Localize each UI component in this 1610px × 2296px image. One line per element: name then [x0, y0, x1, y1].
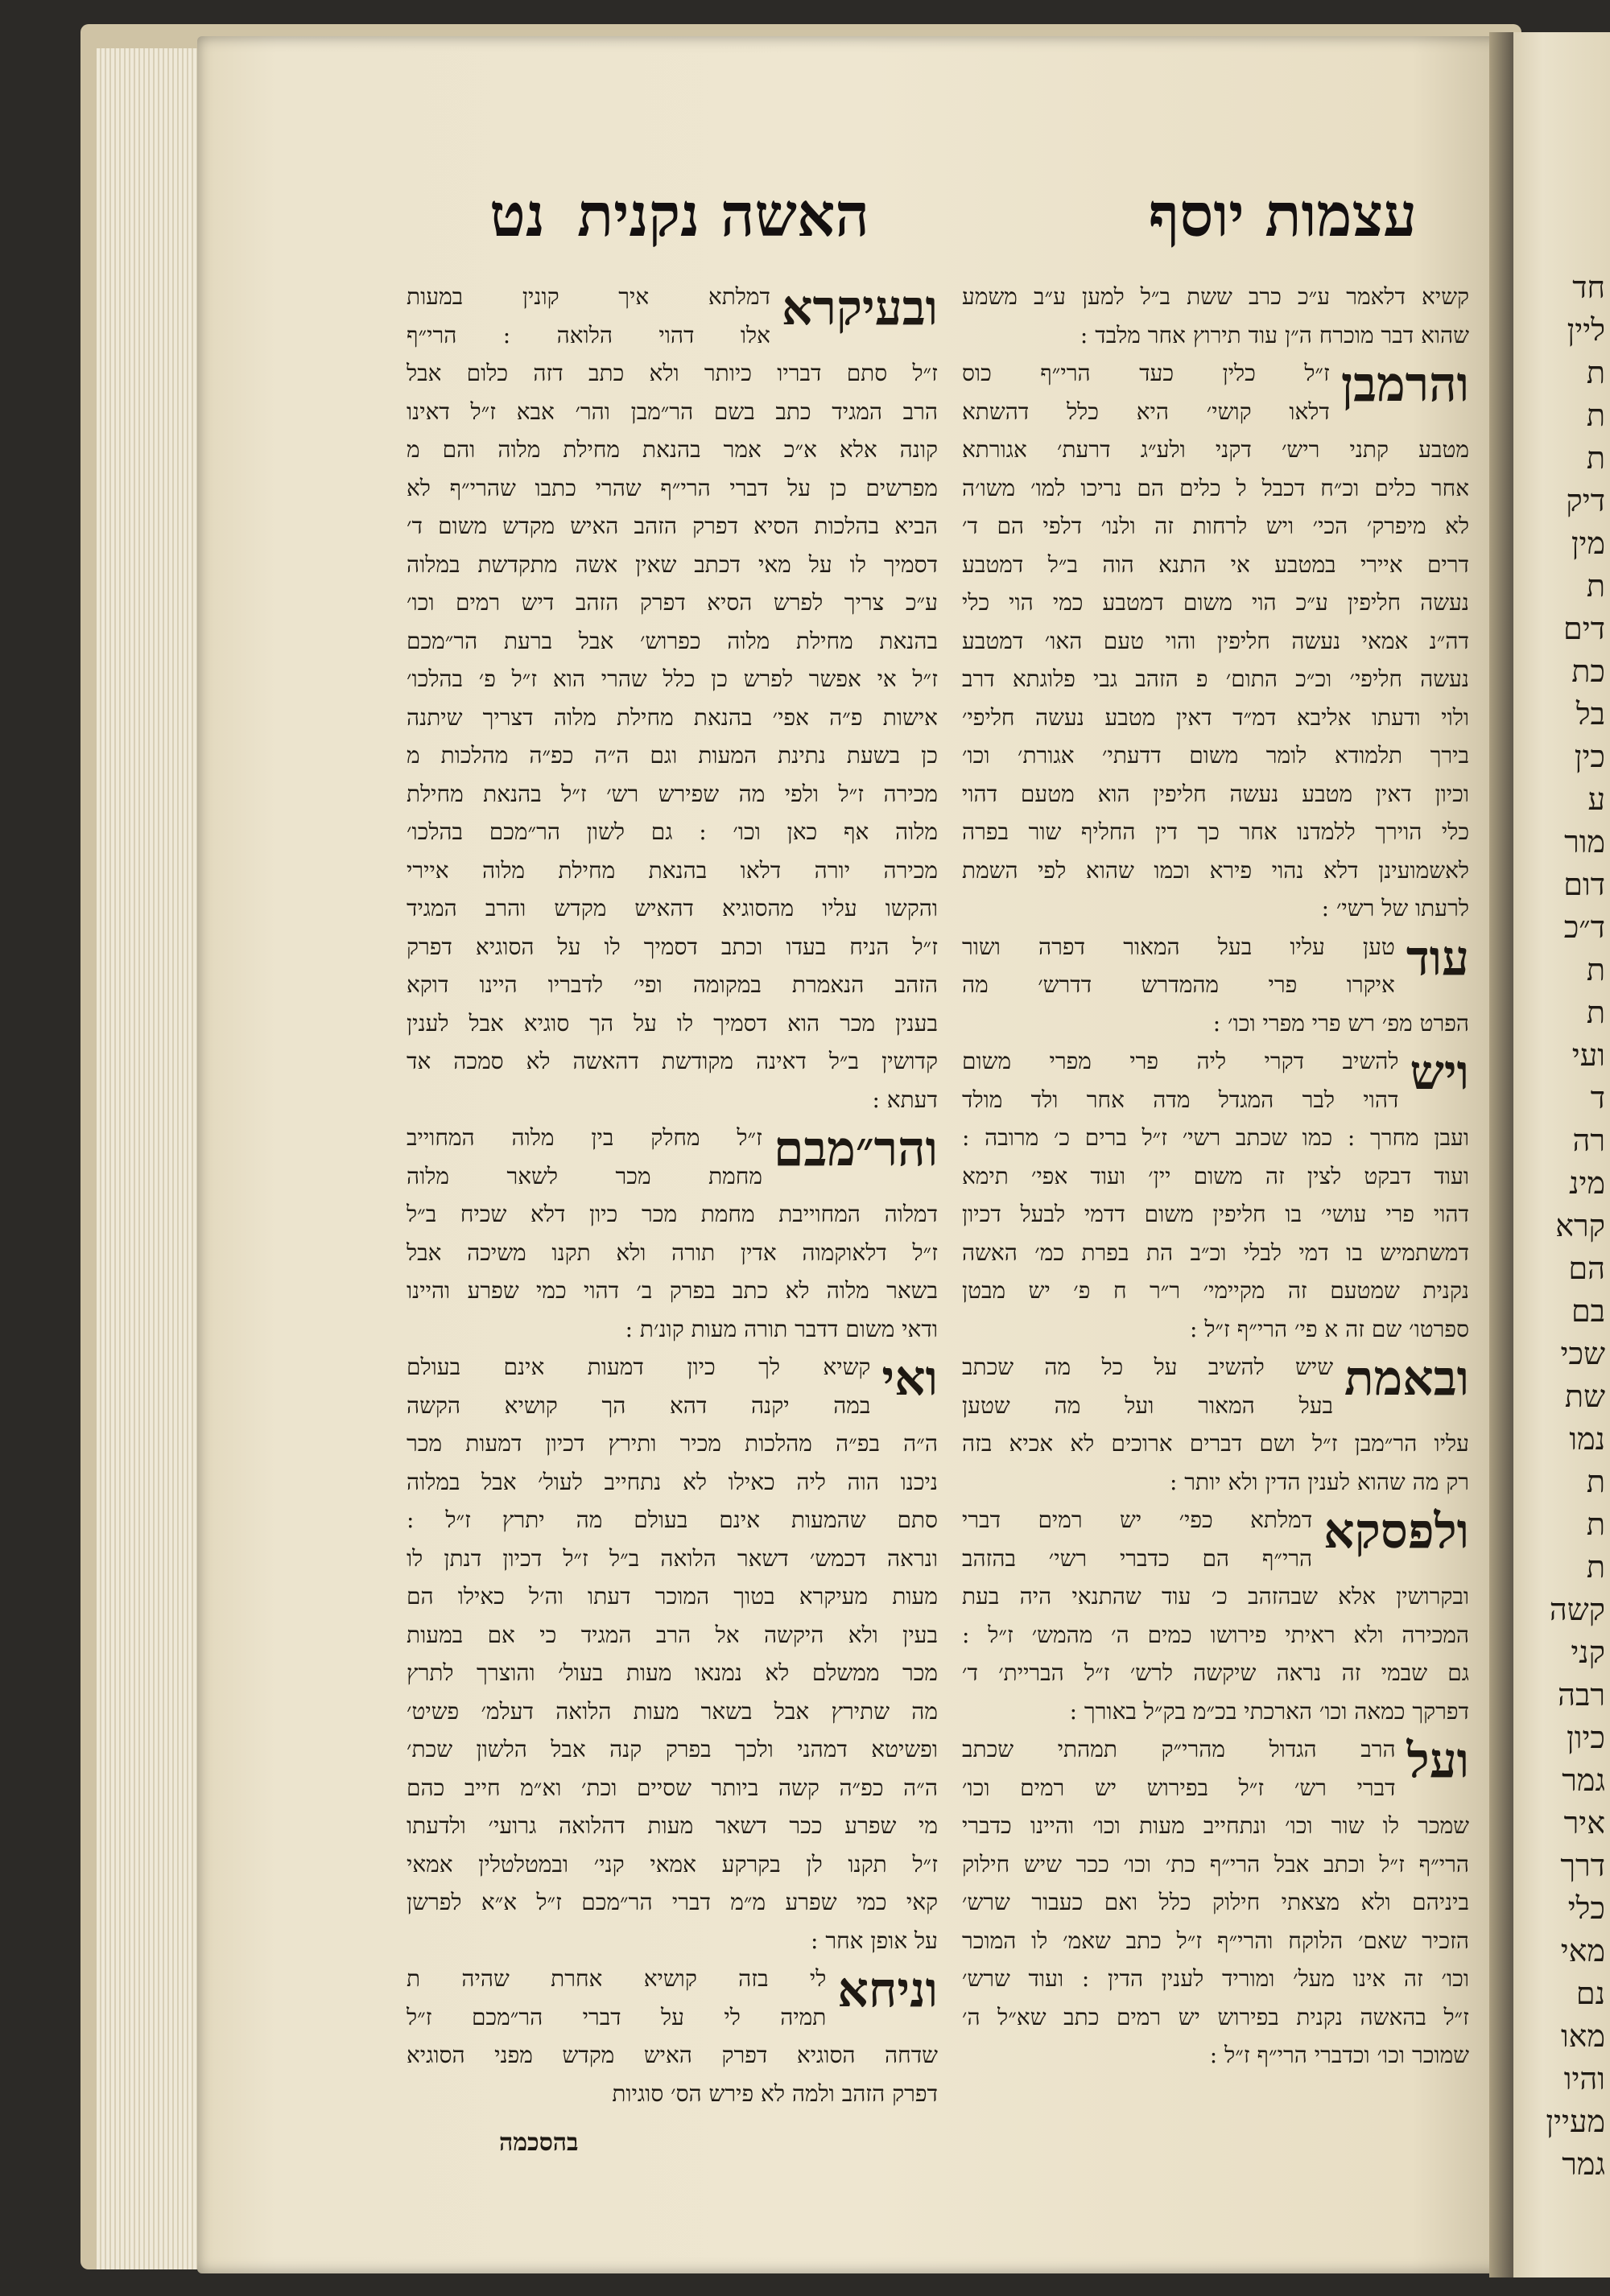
next-page-fragment: ת — [1586, 995, 1605, 1030]
lead-word: ועל — [1406, 1733, 1469, 1789]
text-line: בעל המאור ועל מה שטען — [962, 1391, 1334, 1419]
next-page-fragment: ליין — [1567, 312, 1605, 348]
text-line: דפרקך כמאה וכו׳ הארכתי בכ״מ בק״ל באורך : — [1069, 1697, 1469, 1725]
text-line: לי בזה קושיא אחרת שהיה ת — [407, 1965, 827, 1992]
next-page-fragment: רה — [1572, 1123, 1605, 1158]
text-line: ועבן מחרך : כמו שכתב רשי׳ ז״ל ברים כ׳ מרובה : — [962, 1124, 1469, 1151]
lead-word: והר״מבם — [773, 1121, 938, 1177]
next-page-fragment: ת — [1586, 440, 1605, 476]
running-head-left — [435, 181, 869, 270]
text-line: ועוד דבקט לצין זה משום יין׳ ועוד אפי׳ תימא — [962, 1162, 1469, 1189]
lead-word: וניחא — [837, 1962, 938, 2018]
paragraph-block — [962, 928, 1469, 1004]
next-page-fragment: קני — [1571, 1634, 1605, 1670]
lead-word: ואי — [881, 1350, 938, 1407]
text-line: שיש להשיב על כל מה שכתב — [962, 1354, 1334, 1380]
lead-word: והרמבן — [1340, 357, 1469, 413]
next-page-fragment: דום — [1563, 867, 1605, 902]
text-line: מכירה ז״ל ולפי מה שפירש רש׳ ז״ל בהנאת מחילת — [407, 780, 938, 807]
text-line: דלאו קושי׳ היא כלל דהשתא — [962, 398, 1330, 425]
next-page-fragment: ת — [1586, 952, 1605, 987]
text-line: ע״כ צריך לפרש הסיא דפרק הזהב דיש רמים וכו׳ — [407, 589, 938, 616]
text-line: הרב המגיד כתב בשם הר״מבן והר׳ אבא ז״ל דאינו — [407, 398, 938, 425]
text-line: ובקרושין אלא שבהזהב כ׳ עוד שהתנאי היה בעת — [962, 1583, 1469, 1610]
next-page-fragment: גמר — [1562, 2146, 1605, 2182]
text-line: מכירה יורה דלאו בהנאת מחילת מלוה איירי — [407, 856, 938, 884]
next-page-fragment: בל — [1575, 696, 1605, 732]
text-line: תמיה לי על דברי הר״מכם ז״ל — [407, 2003, 827, 2030]
text-line: המכירה ולא ראיתי פירושו כמים ה׳ מהמש׳ ז״ל : — [962, 1621, 1469, 1648]
next-page-fragment: כיון — [1567, 1720, 1605, 1755]
running-head-right: עצמות יוסף — [1148, 181, 1417, 250]
text-line: שמוכר וכו׳ וכדברי הרי״ף ז״ל : — [1209, 2042, 1469, 2068]
next-page-fragment: מין — [1571, 526, 1605, 561]
lead-word: ולפסקא — [1323, 1503, 1469, 1560]
text-line: הזכיר שאם׳ הלוקח והרי״ף ז״ל כתב שאמ׳ לו המוכר — [962, 1927, 1469, 1954]
text-line: כן בשעת נתינת המעות וגם ה״ה כפ״ה מהלכות מ — [407, 742, 938, 769]
next-page-fragment: והיו — [1563, 2061, 1605, 2096]
text-line: לא מיפרק׳ הכי׳ ויש לרחות זה ולנו׳ דלפי הם ד׳ — [962, 513, 1469, 539]
text-line: כלי הוירך ללמדנו אחר כך דין החליף שור בפרה — [962, 818, 1469, 845]
text-line: במה יקנה דהא הך קושיא הקשה — [407, 1391, 871, 1419]
text-line: ופשיטא דמהני ולכך בפרק קנה אבל הלשון שכת׳ — [407, 1736, 938, 1762]
next-page-fragment: קשה — [1549, 1592, 1605, 1627]
text-line: ניכנו הוה ליה כאילו לא נתחייב לעול׳ אבל במלוה — [407, 1468, 938, 1495]
text-line: עליו הר״מבן ז״ל ושם דברים ארוכים לא אכיא בזה — [962, 1430, 1469, 1457]
catchword: בהסכמה — [499, 2129, 579, 2157]
next-page-fragment: ועי — [1571, 1037, 1605, 1073]
text-line: בענין מכר הוא דסמיך לו על הך סוגיא אבל לענין — [407, 1009, 938, 1037]
text-line: ה״ה בפ״ה מהלכות מכיר ותירץ דכיון דמעות מכר — [407, 1430, 938, 1457]
paragraph-block — [407, 1119, 938, 1195]
text-line: לאשמועינן דלא נהוי פירא וכמו שהוא לפי השמת — [962, 856, 1469, 884]
paragraph-block — [962, 1730, 1469, 1807]
text-line: לרעתו של רשי׳ : — [1321, 895, 1469, 921]
text-line: הרי״ף הם כדברי רשי׳ בהזהב — [962, 1544, 1313, 1572]
text-line: דהוי פרי עושי׳ בו חליפין משום דדמי לבעל דכיון — [962, 1201, 1469, 1227]
text-line: שדחה הסוגיא דפרק האיש מקדש מפני הסוגיא — [407, 2042, 938, 2068]
text-line: מחמת מכר לשאר מלוה — [407, 1162, 762, 1189]
text-line: ז״ל הניח בעדו וכתב דסמיך לו על הסוגיא דפרק — [407, 933, 938, 960]
text-line: שהוא דבר מוכרח ה״ן עוד תירוץ אחר מלבד : — [1080, 321, 1469, 348]
next-page-fragment: הם — [1568, 1251, 1605, 1286]
next-page-fragment: קרא — [1555, 1208, 1605, 1243]
text-line: דה״נ אמאי נעשה חליפין והוי טעם האו׳ דמטבע — [962, 627, 1469, 654]
text-line: ולוי ודעתו אליבא דמ״ד דאין מטבע נעשה חליפי׳ — [962, 703, 1469, 731]
text-line: אחר כלים וכ״ח דכבל ל כלים הם נריכו למו׳ משו׳ה — [962, 474, 1469, 501]
text-line: דברי רש׳ ז״ל בפירוש יש רמים וכו׳ — [962, 1774, 1396, 1801]
next-page-fragment: ת — [1586, 355, 1605, 390]
text-line: ז״ל תקנו לן בקרקע אמאי קני׳ ובמטלטלין אמאי — [407, 1850, 938, 1878]
text-line: וכיון דאין מטבע נעשה חליפין הוא מטעם דהוי — [962, 780, 1469, 807]
text-line: קדושין ב״ל דאינה מקודשת דהאשה לא סמכה אד — [407, 1048, 938, 1074]
text-line: בהנאת מחילת מלוה כפרוש׳ אבל ברעת הר״מכם — [407, 627, 938, 654]
text-line: קאי כמי שפרע מ״מ דברי הר״מכם ז״ל א״א לפרשן — [407, 1889, 938, 1915]
lead-word: ובעיקרא — [781, 280, 938, 336]
text-line: טען עליו בעל המאור דפרה ושור — [962, 933, 1395, 960]
text-line: מה שתירץ אבל בשאר מעות הלואה דעלמ׳ פשיט׳ — [407, 1697, 938, 1725]
next-page-fragment: איר — [1563, 1805, 1605, 1841]
text-line: הזהב הנאמרת במקומה ופי׳ לדבריו היינו דוקא — [407, 971, 938, 998]
text-line: מטבע קתני ריש׳ דקני ולע״ג דרעת׳ אגורתא — [962, 436, 1469, 463]
lead-word: ובאמת — [1344, 1350, 1469, 1407]
next-page-fragment: מור — [1564, 824, 1605, 859]
next-page-fragment: ת — [1586, 1549, 1605, 1585]
text-line: קונה אלא א״כ אמר בהנאת מחילת מלוה והם מ — [407, 436, 938, 463]
text-line: ז״ל כלין כעד הרי״ף כוס — [962, 360, 1330, 386]
text-line: דרים איירי במטבע אי התנא הוה ב״ל דמטבע — [962, 550, 1469, 578]
next-page-fragment: דים — [1563, 611, 1605, 646]
text-line: קשיא לך כיון דמעות אינם בעולם — [407, 1354, 871, 1380]
text-line: הרב הגדול מהרי״ק תמהתי שכתב — [962, 1736, 1396, 1762]
text-line: מלוה אף כאן וכו׳ : גם לשון הר״מכם בהלכו׳ — [407, 818, 938, 845]
text-line: דמלתא כפי׳ יש רמים דברי — [962, 1507, 1313, 1533]
next-page-fragment: חד — [1572, 270, 1605, 305]
next-page-fragment: ד״כ — [1563, 909, 1605, 945]
text-line: נקנית שמטעם זה מקיימי׳ ר״ר ח פ׳ יש מבטן — [962, 1277, 1469, 1304]
text-line: ה״ה כפ״ה קשה ביותר שסיים וכת׳ וא״מ חייב כהם — [407, 1774, 938, 1801]
next-page-fragment: ת — [1586, 568, 1605, 604]
text-line: מכר ממשלם לא נמנאו מעות בעול׳ והוצרך לתרץ — [407, 1659, 938, 1686]
text-line: דעתא : — [872, 1086, 938, 1113]
text-line: מי שפרע ככר דשאר מעות דהלואה גרועי׳ ולדעתו — [407, 1812, 938, 1839]
next-page-fragment: מינ — [1569, 1165, 1605, 1201]
text-line: ז״ל סתם דבריו כיותר ולא כתב דזה כלום אבל — [407, 360, 938, 386]
text-line: אישות פ״ה אפי׳ בהנאת מחילת מלוה דצריך שיתנה — [407, 703, 938, 731]
next-page-fragment: מאי — [1560, 1933, 1605, 1968]
text-line: דמשתמיש בו דמי לבלי וכ״ב הת בפרת כמ׳ האשה — [962, 1239, 1469, 1266]
text-line: ספרטו׳ שם זה א פי׳ הרי״ף ז״ל : — [1189, 1315, 1469, 1342]
paragraph-block — [962, 354, 1469, 431]
next-page-fragment: מאו — [1560, 2018, 1605, 2054]
text-line: גם שבמי זה נראה שיקשה לרש׳ ז״ל הבריית׳ ד׳ — [962, 1659, 1469, 1686]
lead-word: עוד — [1406, 930, 1469, 987]
running-title-left: האשה נקנית — [576, 181, 869, 250]
text-line: בעין ולא היקשה אל הרב המגיד כי אם במעות — [407, 1621, 938, 1648]
page-edges — [97, 48, 209, 2269]
text-line: רק מה שהוא לענין הדין ולא יותר : — [1169, 1468, 1469, 1495]
text-line: נעשה חליפין ע״כ הוי משום דמטבע כמי הוי כלי — [962, 589, 1469, 616]
paragraph-block — [407, 1348, 938, 1424]
text-column-left — [407, 278, 938, 2107]
next-page-fragment: דרך — [1560, 1848, 1605, 1883]
lead-word: ויש — [1410, 1045, 1469, 1101]
paragraph-block — [962, 1501, 1469, 1577]
text-line: דסמיך לו על מאי דכתב שאין אשה מתקדשת במלוה — [407, 550, 938, 578]
text-line: והקשו עליו מהסוגיא דהאיש מקדש והרב המגיד — [407, 895, 938, 921]
text-line: דמלתא איך קונין במעות — [407, 283, 770, 310]
next-page-fragment: שכי — [1560, 1336, 1605, 1371]
next-page-fragment: ד — [1590, 1080, 1605, 1115]
text-line: שמכר לו שור וכו׳ ונתחייב מעות וכו׳ והיינו כדברי — [962, 1812, 1469, 1839]
next-page-fragment: שת — [1564, 1379, 1605, 1414]
text-line: ז״ל בהאשה נקנית בפירוש יש רמים כתב שא״ל ה׳ — [962, 2003, 1469, 2030]
text-line: אלו דהוי הלואה : הרי״ף — [407, 321, 770, 348]
text-line: הביא בהלכות הסיא דפרק הזהב האיש מקדש משום ד׳ — [407, 513, 938, 539]
text-line: ביניהם ולא מצאתי חילוק כלל ואם כעבור שרש׳ — [962, 1889, 1469, 1915]
text-line: הפרט מפ׳ רש פרי מפרי וכו׳ : — [1212, 1009, 1469, 1037]
next-page-fragment: נמו — [1569, 1421, 1605, 1457]
text-line: מעות מעיקרא בטוך המוכר דעתו וה׳ל כאילו הם — [407, 1583, 938, 1610]
text-line: ודאי משום דדבר תורה מעות קונ׳ת : — [625, 1315, 938, 1342]
text-line: מפרשים כן על דברי הרי״ף שהרי כתבו שהרי״ף לא — [407, 474, 938, 501]
next-page-fragment: מעיין — [1546, 2104, 1605, 2139]
text-line: דפרק הזהב ולמה לא פירש הס׳ סוגיות — [612, 2080, 938, 2107]
text-line: בשאר מלוה לא כתב בפרק ב׳ דהוי כמי שפרע והיינו — [407, 1277, 938, 1304]
paragraph-block — [407, 278, 938, 354]
next-page-fragment: כין — [1574, 739, 1605, 774]
text-line: דמלוה המחוייבת מחמת מכר כיון דלא שכיח ב״ל — [407, 1201, 938, 1227]
next-page-fragment: בם — [1571, 1293, 1605, 1329]
text-line: סתם שהמעות אינם בעולם מה יתרץ ז״ל : — [407, 1507, 938, 1533]
page-number: נט — [489, 181, 545, 250]
next-page-fragment: ת — [1586, 1507, 1605, 1542]
text-line: ונראה דכמש׳ דשאר הלואה ב״ל ז״ל דכיון דנתן לו — [407, 1544, 938, 1572]
text-line: ז״ל דלאוקמוה אדין תורה ולא תקנו משיכה אבל — [407, 1239, 938, 1266]
text-line: על אופן אחר : — [811, 1927, 938, 1954]
next-page-fragment: ת — [1586, 398, 1605, 433]
next-page-fragment: גמר — [1562, 1762, 1605, 1798]
text-line: קשיא דלאמר ע״כ כרב ששת ב״ל למען ע״ב משמע — [962, 283, 1469, 310]
text-line: ז״ל מחלק בין מלוה המחוייב — [407, 1124, 762, 1151]
next-page-fragment: כת — [1571, 653, 1605, 689]
text-line: איקרו פרי מהמדרש דדרש׳ מה — [962, 971, 1395, 998]
text-line: בירך תלמודא לומר משום דדעתי׳ אגורת׳ וכו׳ — [962, 742, 1469, 769]
next-page-fragment: נם — [1575, 1976, 1605, 2011]
text-line: הרי״ף ז״ל וכתב אבל הרי״ף כת׳ וכו׳ ככר שיש חילוק — [962, 1850, 1469, 1878]
paragraph-block — [962, 1348, 1469, 1424]
text-line: להשיב דקרי ליה פרי מפרי משום — [962, 1048, 1399, 1074]
text-line: וכו׳ זה אינו מעל׳ ומוריד לענין הדין : ועוד שרש׳ — [962, 1965, 1469, 1992]
paragraph-block — [407, 1960, 938, 2036]
next-page-fragment: ע — [1587, 781, 1605, 817]
paragraph-block — [962, 1042, 1469, 1119]
next-page-fragment: כלי — [1567, 1890, 1605, 1926]
next-page-fragment: רבה — [1558, 1677, 1605, 1713]
next-page-edge — [1513, 32, 1610, 2277]
text-column-right — [962, 278, 1469, 2095]
next-page-fragment: ת — [1586, 1464, 1605, 1499]
text-line: דהוי לבר המגדל מדה אחר ולד מולד — [962, 1086, 1399, 1113]
next-page-fragment: דיק — [1566, 483, 1605, 518]
text-line: ז״ל אי אפשר לפרש כן כלל שהרי הוא ז״ל פ׳ בהלכו׳ — [407, 666, 938, 692]
text-line: נעשה חליפי׳ וכ״כ התום׳ פ הזהב גבי פלוגתא דרב — [962, 666, 1469, 692]
